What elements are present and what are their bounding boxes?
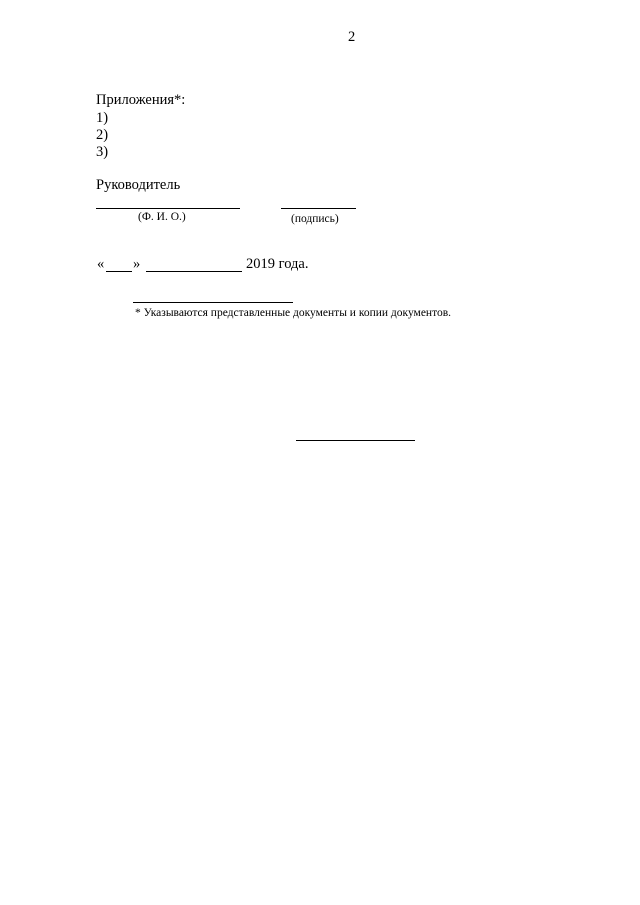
name-underline	[96, 208, 240, 209]
signature-caption: (подпись)	[291, 213, 339, 225]
date-close-quote: »	[133, 256, 141, 272]
signatory-role: Руководитель	[96, 177, 181, 193]
name-caption: (Ф. И. О.)	[138, 211, 186, 223]
signature-underline	[281, 208, 356, 209]
attachment-item-2: 2)	[96, 127, 109, 143]
date-year-text: 2019 года.	[246, 256, 309, 272]
date-open-quote: «	[97, 256, 105, 272]
page-number: 2	[348, 29, 356, 45]
closing-line	[296, 440, 415, 441]
date-month-underline	[146, 271, 242, 272]
attachment-item-1: 1)	[96, 110, 109, 126]
attachment-item-3: 3)	[96, 144, 109, 160]
footnote-separator	[133, 302, 293, 303]
attachments-heading: Приложения*:	[96, 92, 186, 108]
footnote-text: * Указываются представленные документы и копии документов.	[135, 307, 452, 319]
date-day-underline	[106, 271, 132, 272]
